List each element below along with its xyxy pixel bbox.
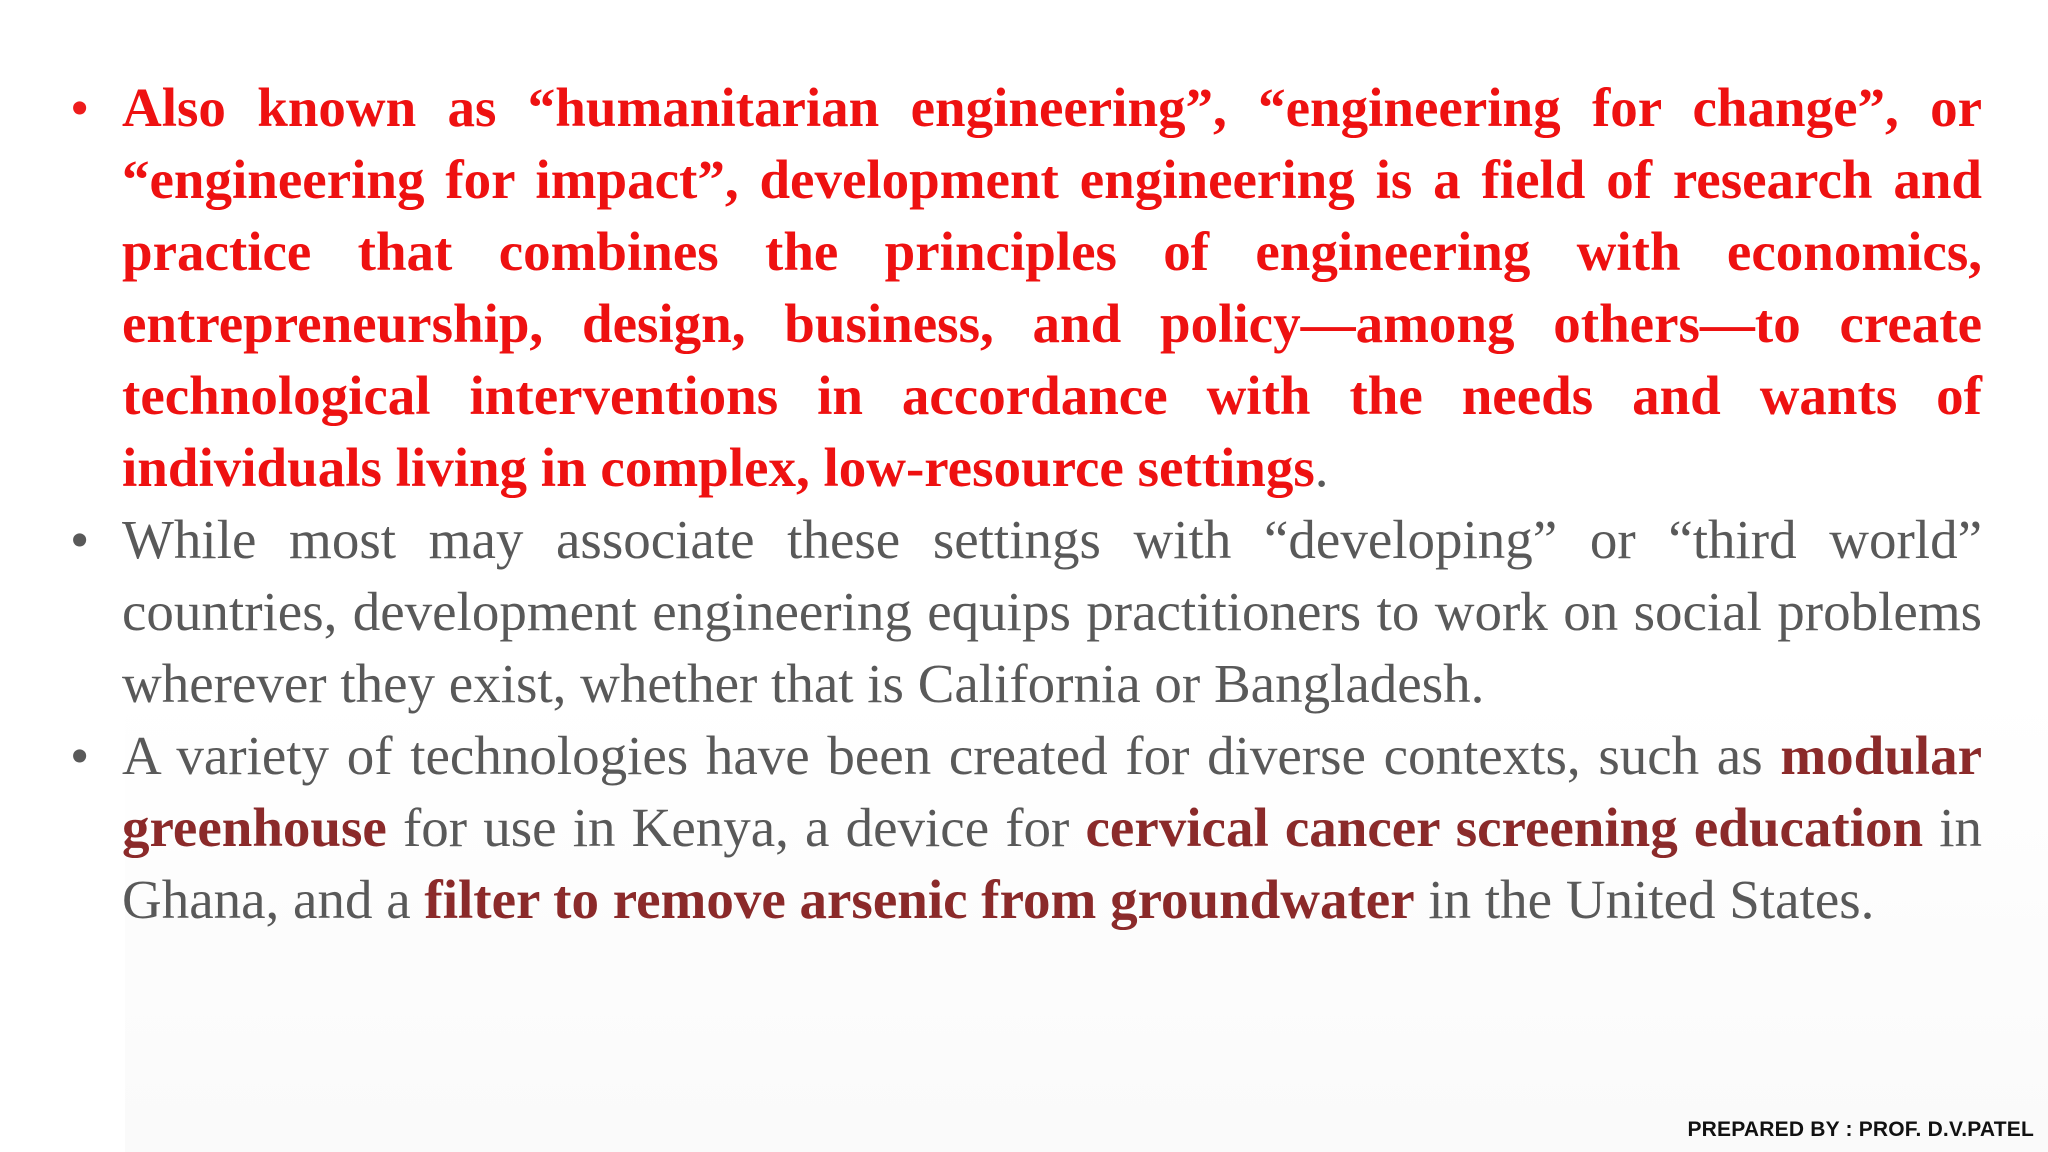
- settings-text: While most may associate these settings with “developing” or “third world” countries, development engineering equips practitioners to work on social problems wherever they exist, whether that is California or Bangladesh.: [122, 509, 1982, 714]
- definition-period: .: [1314, 437, 1329, 498]
- technology-modular-greenhouse: modular greenhouse: [122, 725, 1982, 858]
- definition-text: Also known as “humanitarian engineering”, “engineering for change”, or “engineering for impact”, development engineering is a field of research and practice that combines the principles of engineering with economics, entrepreneurship, design, business, and policy—among others—to create technological interventions in accordance with the needs and wants of individuals living in complex, low-resource settings: [122, 77, 1982, 498]
- bullet-item-settings: [70, 504, 1982, 720]
- technologies-text-ghana: in Ghana, and a: [122, 797, 1982, 930]
- technology-cervical-cancer-screening: cervical cancer screening education: [1085, 797, 1924, 858]
- bullet-point-icon: •: [70, 725, 90, 786]
- technology-arsenic-filter: filter to remove arsenic from groundwater: [424, 869, 1415, 930]
- technologies-text-intro: A variety of technologies have been created for diverse contexts, such as: [122, 725, 1781, 786]
- footer-credit: PREPARED BY : PROF. D.V.PATEL: [1687, 1118, 2034, 1141]
- technologies-text-us: in the United States.: [1414, 869, 1875, 930]
- slide-body: [70, 72, 1982, 936]
- technologies-text-kenya: for use in Kenya, a device for: [386, 797, 1086, 858]
- bullet-point-icon: •: [70, 509, 90, 570]
- bullet-item-technologies: [70, 720, 1982, 936]
- bullet-point-icon: •: [70, 77, 90, 138]
- bullet-item-definition: [70, 72, 1982, 504]
